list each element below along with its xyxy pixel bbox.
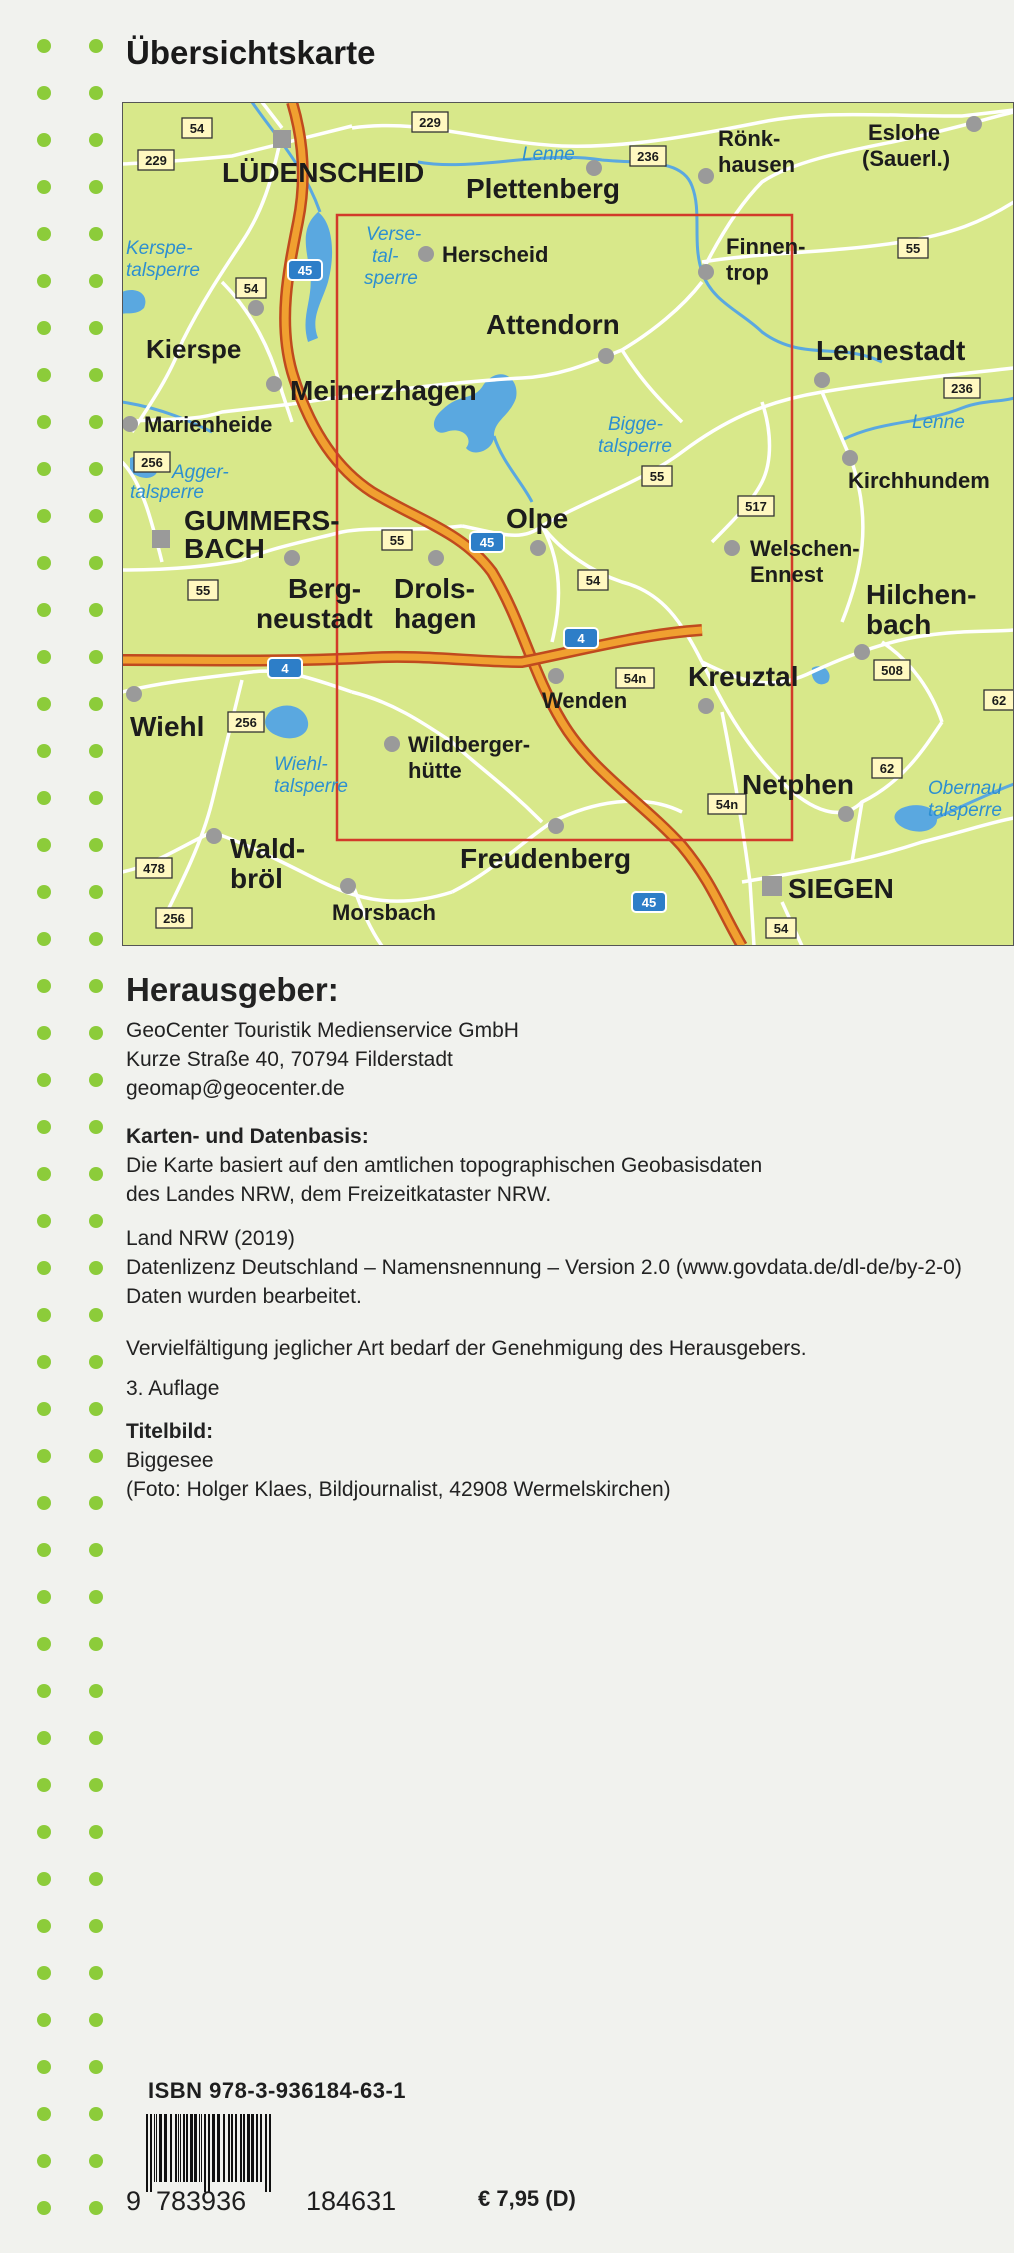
svg-text:4: 4	[281, 661, 289, 676]
perforation-dot	[37, 2107, 51, 2121]
perforation-dot	[89, 1261, 103, 1275]
marker-siegen	[762, 876, 782, 896]
label-finnentrop-2: trop	[726, 260, 769, 285]
shield-508	[874, 660, 910, 680]
marker-attendorn	[598, 348, 614, 364]
marker-drolshagen	[428, 550, 444, 566]
perforation-dot	[37, 1872, 51, 1886]
perforation-dot	[37, 1496, 51, 1510]
svg-text:45: 45	[297, 263, 313, 278]
shield-236-e	[944, 378, 980, 398]
label-kerspetalsperre-2: talsperre	[126, 260, 200, 281]
perforation-dot	[37, 1731, 51, 1745]
label-morsbach: Morsbach	[332, 900, 436, 925]
marker-hilchenbach	[854, 644, 870, 660]
map-canvas	[122, 102, 1014, 946]
perforation-dot	[89, 744, 103, 758]
perforation-dot	[37, 133, 51, 147]
perforation-dot	[37, 1402, 51, 1416]
svg-text:62: 62	[991, 693, 1007, 708]
barcode-bar	[190, 2114, 193, 2182]
label-aggertalsperre-2: talsperre	[130, 482, 204, 503]
shield-62-e	[984, 690, 1014, 710]
database-heading: Karten- und Datenbasis:	[126, 1125, 369, 1148]
perforation-dot	[89, 462, 103, 476]
label-versetalsperre-1: Verse-	[366, 224, 422, 245]
label-waldbroel-1: Wald-	[230, 833, 306, 864]
marker-welschen-ennest	[724, 540, 740, 556]
barcode-bar	[201, 2114, 202, 2182]
page-title: Übersichtskarte	[126, 34, 376, 71]
barcode-bar	[228, 2114, 230, 2182]
shield-a45-south	[632, 892, 666, 912]
perforation-dots	[0, 0, 110, 2253]
perforation-dot	[37, 1261, 51, 1275]
barcode-digits-left: 783936	[156, 2186, 247, 2216]
copyright-notice: Vervielfältigung jeglicher Art bedarf der Genehmigung des Herausgebers.	[126, 1337, 807, 1360]
perforation-dot	[89, 1778, 103, 1792]
perforation-dot	[37, 274, 51, 288]
perforation-dot	[37, 39, 51, 53]
barcode-bar	[180, 2114, 181, 2182]
label-wiehltalsperre-1: Wiehl-	[274, 754, 328, 775]
perforation-dot	[37, 2154, 51, 2168]
marker-bergneustadt	[284, 550, 300, 566]
perforation-dot	[89, 1073, 103, 1087]
marker-meinerzhagen	[266, 376, 282, 392]
barcode-bar	[265, 2114, 267, 2192]
svg-text:54: 54	[189, 121, 205, 136]
label-roenkhausen-2: hausen	[718, 152, 796, 177]
perforation-dot	[37, 2201, 51, 2215]
marker-gummersbach	[152, 530, 170, 548]
edition: 3. Auflage	[126, 1377, 220, 1400]
marker-kreuztal	[698, 698, 714, 714]
perforation-dot	[89, 1402, 103, 1416]
shield-256-w	[134, 452, 170, 472]
label-versetalsperre-3: sperre	[364, 268, 418, 289]
svg-text:55: 55	[389, 533, 405, 548]
marker-roenkhausen	[698, 168, 714, 184]
barcode-bar	[256, 2114, 258, 2182]
marker-waldbroel	[206, 828, 222, 844]
marker-freudenberg	[548, 818, 564, 834]
label-wiehltalsperre-2: talsperre	[274, 776, 348, 797]
label-waldbroel-2: bröl	[230, 863, 283, 894]
label-netphen: Netphen	[742, 769, 854, 800]
label-obernau-2: talsperre	[928, 800, 1002, 821]
shield-229-w	[138, 150, 174, 170]
label-eslohe-2: (Sauerl.)	[862, 146, 951, 171]
svg-text:508: 508	[881, 663, 903, 678]
barcode-bar	[240, 2114, 242, 2182]
barcode-bar	[159, 2114, 162, 2182]
perforation-dot	[37, 1167, 51, 1181]
svg-text:54: 54	[243, 281, 259, 296]
label-hilchenbach-2: bach	[866, 609, 932, 640]
perforation-dot	[89, 1872, 103, 1886]
barcode-bar	[217, 2114, 220, 2182]
perforation-dot	[89, 650, 103, 664]
shield-54-kierspe	[236, 278, 266, 298]
barcode-bar	[235, 2114, 237, 2182]
label-marienheide: Marienheide	[144, 412, 273, 437]
marker-netphen	[838, 806, 854, 822]
perforation-dot	[89, 509, 103, 523]
publisher-section	[126, 970, 974, 1103]
perforation-dot	[37, 1684, 51, 1698]
perforation-dot	[37, 415, 51, 429]
perforation-dot	[37, 1919, 51, 1933]
perforation-dot	[89, 1449, 103, 1463]
license-section	[126, 1224, 974, 1311]
shield-55-attendorn	[642, 466, 672, 486]
svg-text:54n: 54n	[623, 671, 647, 686]
perforation-dot	[89, 1684, 103, 1698]
marker-herscheid	[418, 246, 434, 262]
label-welschen-ennest-1: Welschen-	[750, 536, 860, 561]
svg-text:55: 55	[195, 583, 211, 598]
perforation-dot	[37, 744, 51, 758]
barcode-bar	[186, 2114, 188, 2182]
perforation-dot	[37, 1825, 51, 1839]
license-text-2: Datenlizenz Deutschland – Namensnennung – Version 2.0 (www.govdata.de/dl-de/by-2-0)	[126, 1256, 962, 1279]
svg-text:55: 55	[905, 241, 921, 256]
svg-text:45: 45	[641, 895, 657, 910]
perforation-dot	[89, 556, 103, 570]
perforation-dot	[37, 462, 51, 476]
label-kirchhundem: Kirchhundem	[848, 468, 990, 493]
perforation-dot	[89, 697, 103, 711]
svg-text:4: 4	[577, 631, 585, 646]
publisher-heading: Herausgeber:	[126, 971, 339, 1008]
svg-text:517: 517	[745, 499, 767, 514]
shield-55-drolshagen	[382, 530, 412, 550]
label-versetalsperre-2: tal-	[372, 246, 399, 267]
shield-54-nw	[182, 118, 212, 138]
svg-text:478: 478	[143, 861, 165, 876]
perforation-dot	[89, 932, 103, 946]
label-bergneustadt-2: neustadt	[256, 603, 373, 634]
perforation-dot	[89, 838, 103, 852]
svg-text:256: 256	[235, 715, 257, 730]
shield-54n-kreuztal	[616, 668, 654, 688]
perforation-dot	[89, 1355, 103, 1369]
perforation-dot	[37, 1449, 51, 1463]
perforation-dot	[89, 885, 103, 899]
perforation-dot	[89, 1637, 103, 1651]
perforation-dot	[37, 2060, 51, 2074]
perforation-dot	[37, 556, 51, 570]
perforation-dot	[89, 1919, 103, 1933]
perforation-dot	[37, 2013, 51, 2027]
shield-517	[738, 496, 774, 516]
perforation-dot	[89, 2060, 103, 2074]
perforation-dot	[37, 650, 51, 664]
label-obernau-1: Obernau	[928, 778, 1002, 799]
perforation-dot	[89, 2201, 103, 2215]
label-drolshagen-1: Drols-	[394, 573, 475, 604]
marker-wiehl	[126, 686, 142, 702]
perforation-dot	[37, 791, 51, 805]
svg-text:54: 54	[773, 921, 789, 936]
barcode-bar	[243, 2114, 245, 2182]
label-biggetalsperre-1: Bigge-	[608, 414, 663, 435]
perforation-dot	[89, 1026, 103, 1040]
label-siegen: SIEGEN	[788, 873, 894, 904]
perforation-dot	[89, 39, 103, 53]
barcode-bar	[199, 2114, 200, 2182]
barcode-bar	[156, 2114, 157, 2182]
perforation-dot	[37, 1778, 51, 1792]
shield-a45-olpe	[470, 532, 504, 552]
perforation-dot	[89, 1966, 103, 1980]
overview-map	[122, 102, 1014, 946]
perforation-dot	[89, 603, 103, 617]
barcode-bar	[194, 2114, 197, 2182]
svg-text:229: 229	[145, 153, 167, 168]
barcode-bar	[208, 2114, 210, 2192]
database-section	[126, 1122, 974, 1209]
perforation-dot	[37, 1543, 51, 1557]
marker-lennestadt	[814, 372, 830, 388]
barcode-bar	[170, 2114, 172, 2182]
perforation-dot	[37, 932, 51, 946]
svg-text:236: 236	[951, 381, 973, 396]
marker-eslohe	[966, 116, 982, 132]
barcode-bar	[154, 2114, 155, 2182]
barcode-bar	[178, 2114, 179, 2182]
shield-54-siegen	[766, 918, 796, 938]
perforation-dot	[89, 415, 103, 429]
perforation-dot	[89, 2013, 103, 2027]
svg-text:55: 55	[649, 469, 665, 484]
label-wildbergerhuette-2: hütte	[408, 758, 462, 783]
perforation-dot	[89, 1731, 103, 1745]
svg-text:256: 256	[141, 455, 163, 470]
shield-54n-netphen	[708, 794, 746, 814]
svg-text:236: 236	[637, 149, 659, 164]
label-lenne-north: Lenne	[522, 144, 575, 165]
shield-236-n	[630, 146, 666, 166]
label-gummersbach-1: GUMMERS-	[184, 505, 340, 536]
shield-a4-east	[564, 628, 598, 648]
perforation-dot	[89, 86, 103, 100]
label-olpe: Olpe	[506, 503, 569, 534]
isbn: ISBN 978-3-936184-63-1	[148, 2078, 407, 2103]
perforation-dot	[89, 1543, 103, 1557]
marker-kirchhundem	[842, 450, 858, 466]
svg-text:62: 62	[879, 761, 895, 776]
perforation-dot	[37, 227, 51, 241]
label-kerspetalsperre-1: Kerspe-	[126, 238, 193, 259]
barcode-bar	[150, 2114, 152, 2192]
label-biggetalsperre-2: talsperre	[598, 436, 672, 457]
label-wiehl: Wiehl	[130, 711, 205, 742]
label-kierspe: Kierspe	[146, 334, 242, 364]
label-hilchenbach-1: Hilchen-	[866, 579, 977, 610]
perforation-dot	[37, 603, 51, 617]
marker-kierspe	[248, 300, 264, 316]
perforation-dot	[37, 1966, 51, 1980]
label-kreuztal: Kreuztal	[688, 661, 799, 692]
label-plettenberg: Plettenberg	[466, 173, 621, 204]
barcode-digits-right: 184631	[306, 2186, 397, 2216]
perforation-dot	[89, 321, 103, 335]
perforation-dot	[89, 2154, 103, 2168]
svg-text:256: 256	[163, 911, 185, 926]
barcode-bar	[164, 2114, 167, 2182]
perforation-dot	[89, 368, 103, 382]
shield-55-gummersbach	[188, 580, 218, 600]
perforation-dot	[37, 1637, 51, 1651]
shield-a45-north	[288, 260, 322, 280]
perforation-dot	[89, 1214, 103, 1228]
barcode-bar	[251, 2114, 254, 2182]
perforation-dot	[89, 791, 103, 805]
label-wildbergerhuette-1: Wildberger-	[408, 732, 531, 757]
barcode-bars	[140, 2114, 454, 2192]
perforation-dot	[89, 1308, 103, 1322]
perforation-dot	[89, 2107, 103, 2121]
label-finnentrop-1: Finnen-	[726, 234, 806, 259]
perforation-dot	[37, 1026, 51, 1040]
label-freudenberg: Freudenberg	[460, 843, 632, 874]
publisher-name: GeoCenter Touristik Medienservice GmbH	[126, 1019, 519, 1042]
perforation-dot	[37, 509, 51, 523]
label-gummersbach-2: BACH	[184, 533, 265, 564]
label-bergneustadt-1: Berg-	[288, 573, 362, 604]
cover-credit: (Foto: Holger Klaes, Bildjournalist, 42908 Wermelskirchen)	[126, 1478, 671, 1501]
label-aggertalsperre-1: Agger-	[172, 462, 229, 483]
barcode-bar	[204, 2114, 206, 2192]
marker-morsbach	[340, 878, 356, 894]
barcode-bar	[269, 2114, 271, 2192]
perforation-dot	[89, 1167, 103, 1181]
price: € 7,95 (D)	[478, 2186, 576, 2211]
license-text-1: Land NRW (2019)	[126, 1227, 295, 1250]
svg-text:54n: 54n	[715, 797, 739, 812]
label-herscheid: Herscheid	[442, 242, 549, 267]
perforation-dot	[37, 180, 51, 194]
label-luedenscheid: LÜDENSCHEID	[222, 157, 425, 188]
perforation-dot	[37, 1355, 51, 1369]
svg-text:54: 54	[585, 573, 601, 588]
barcode-bar	[247, 2114, 250, 2182]
perforation-dot	[37, 1120, 51, 1134]
perforation-dot	[89, 1825, 103, 1839]
perforation-dot	[37, 838, 51, 852]
label-attendorn: Attendorn	[486, 309, 620, 340]
perforation-dot	[37, 1073, 51, 1087]
perforation-dot	[37, 368, 51, 382]
marker-wildbergerhuette	[384, 736, 400, 752]
cover-title: Biggesee	[126, 1449, 214, 1472]
shield-229-n	[412, 112, 448, 132]
perforation-dot	[37, 697, 51, 711]
label-meinerzhagen: Meinerzhagen	[290, 375, 477, 406]
barcode-bar	[260, 2114, 262, 2182]
barcode-bar	[223, 2114, 225, 2182]
perforation-dot	[89, 1120, 103, 1134]
perforation-dot	[37, 86, 51, 100]
barcode-bar	[175, 2114, 177, 2182]
publisher-email: geomap@geocenter.de	[126, 1077, 345, 1100]
label-eslohe-1: Eslohe	[868, 120, 941, 145]
publisher-address: Kurze Straße 40, 70794 Filderstadt	[126, 1048, 453, 1071]
shield-256-s	[156, 908, 192, 928]
marker-olpe	[530, 540, 546, 556]
perforation-dot	[37, 979, 51, 993]
label-welschen-ennest-2: Ennest	[750, 562, 824, 587]
perforation-dot	[37, 1308, 51, 1322]
svg-text:229: 229	[419, 115, 441, 130]
perforation-dot	[89, 180, 103, 194]
barcode-digit-prefix: 9	[126, 2186, 142, 2216]
label-roenkhausen-1: Rönk-	[718, 126, 781, 151]
marker-wenden	[548, 668, 564, 684]
shield-256-wiehl	[228, 712, 264, 732]
perforation-dot	[89, 133, 103, 147]
perforation-dot	[89, 227, 103, 241]
perforation-dot	[37, 885, 51, 899]
perforation-dot	[89, 1496, 103, 1510]
barcode-bar	[212, 2114, 215, 2182]
shield-54-olpe	[578, 570, 608, 590]
marker-marienheide	[122, 416, 138, 432]
perforation-dot	[37, 321, 51, 335]
database-text-1: Die Karte basiert auf den amtlichen topographischen Geobasisdaten	[126, 1154, 763, 1177]
perforation-dot	[37, 1590, 51, 1604]
barcode-bar	[146, 2114, 148, 2192]
perforation-dot	[89, 274, 103, 288]
barcode-area	[126, 2078, 626, 2228]
license-text-3: Daten wurden bearbeitet.	[126, 1285, 362, 1308]
perforation-dot	[89, 979, 103, 993]
marker-luedenscheid	[273, 130, 291, 148]
shield-478	[136, 858, 172, 878]
label-lennestadt: Lennestadt	[816, 335, 966, 366]
shield-55-ne	[898, 238, 928, 258]
svg-text:45: 45	[479, 535, 495, 550]
cover-section	[126, 1417, 974, 1504]
label-wenden: Wenden	[542, 688, 628, 713]
shield-a4-west	[268, 658, 302, 678]
shield-62-netphen	[872, 758, 902, 778]
barcode-bar	[183, 2114, 185, 2182]
marker-finnentrop	[698, 264, 714, 280]
perforation-dot	[37, 1214, 51, 1228]
database-text-2: des Landes NRW, dem Freizeitkataster NRW.	[126, 1183, 552, 1206]
label-drolshagen-2: hagen	[394, 603, 477, 634]
barcode-bar	[231, 2114, 233, 2182]
perforation-dot	[89, 1590, 103, 1604]
label-lenne-east: Lenne	[912, 412, 965, 433]
cover-heading: Titelbild:	[126, 1420, 214, 1443]
